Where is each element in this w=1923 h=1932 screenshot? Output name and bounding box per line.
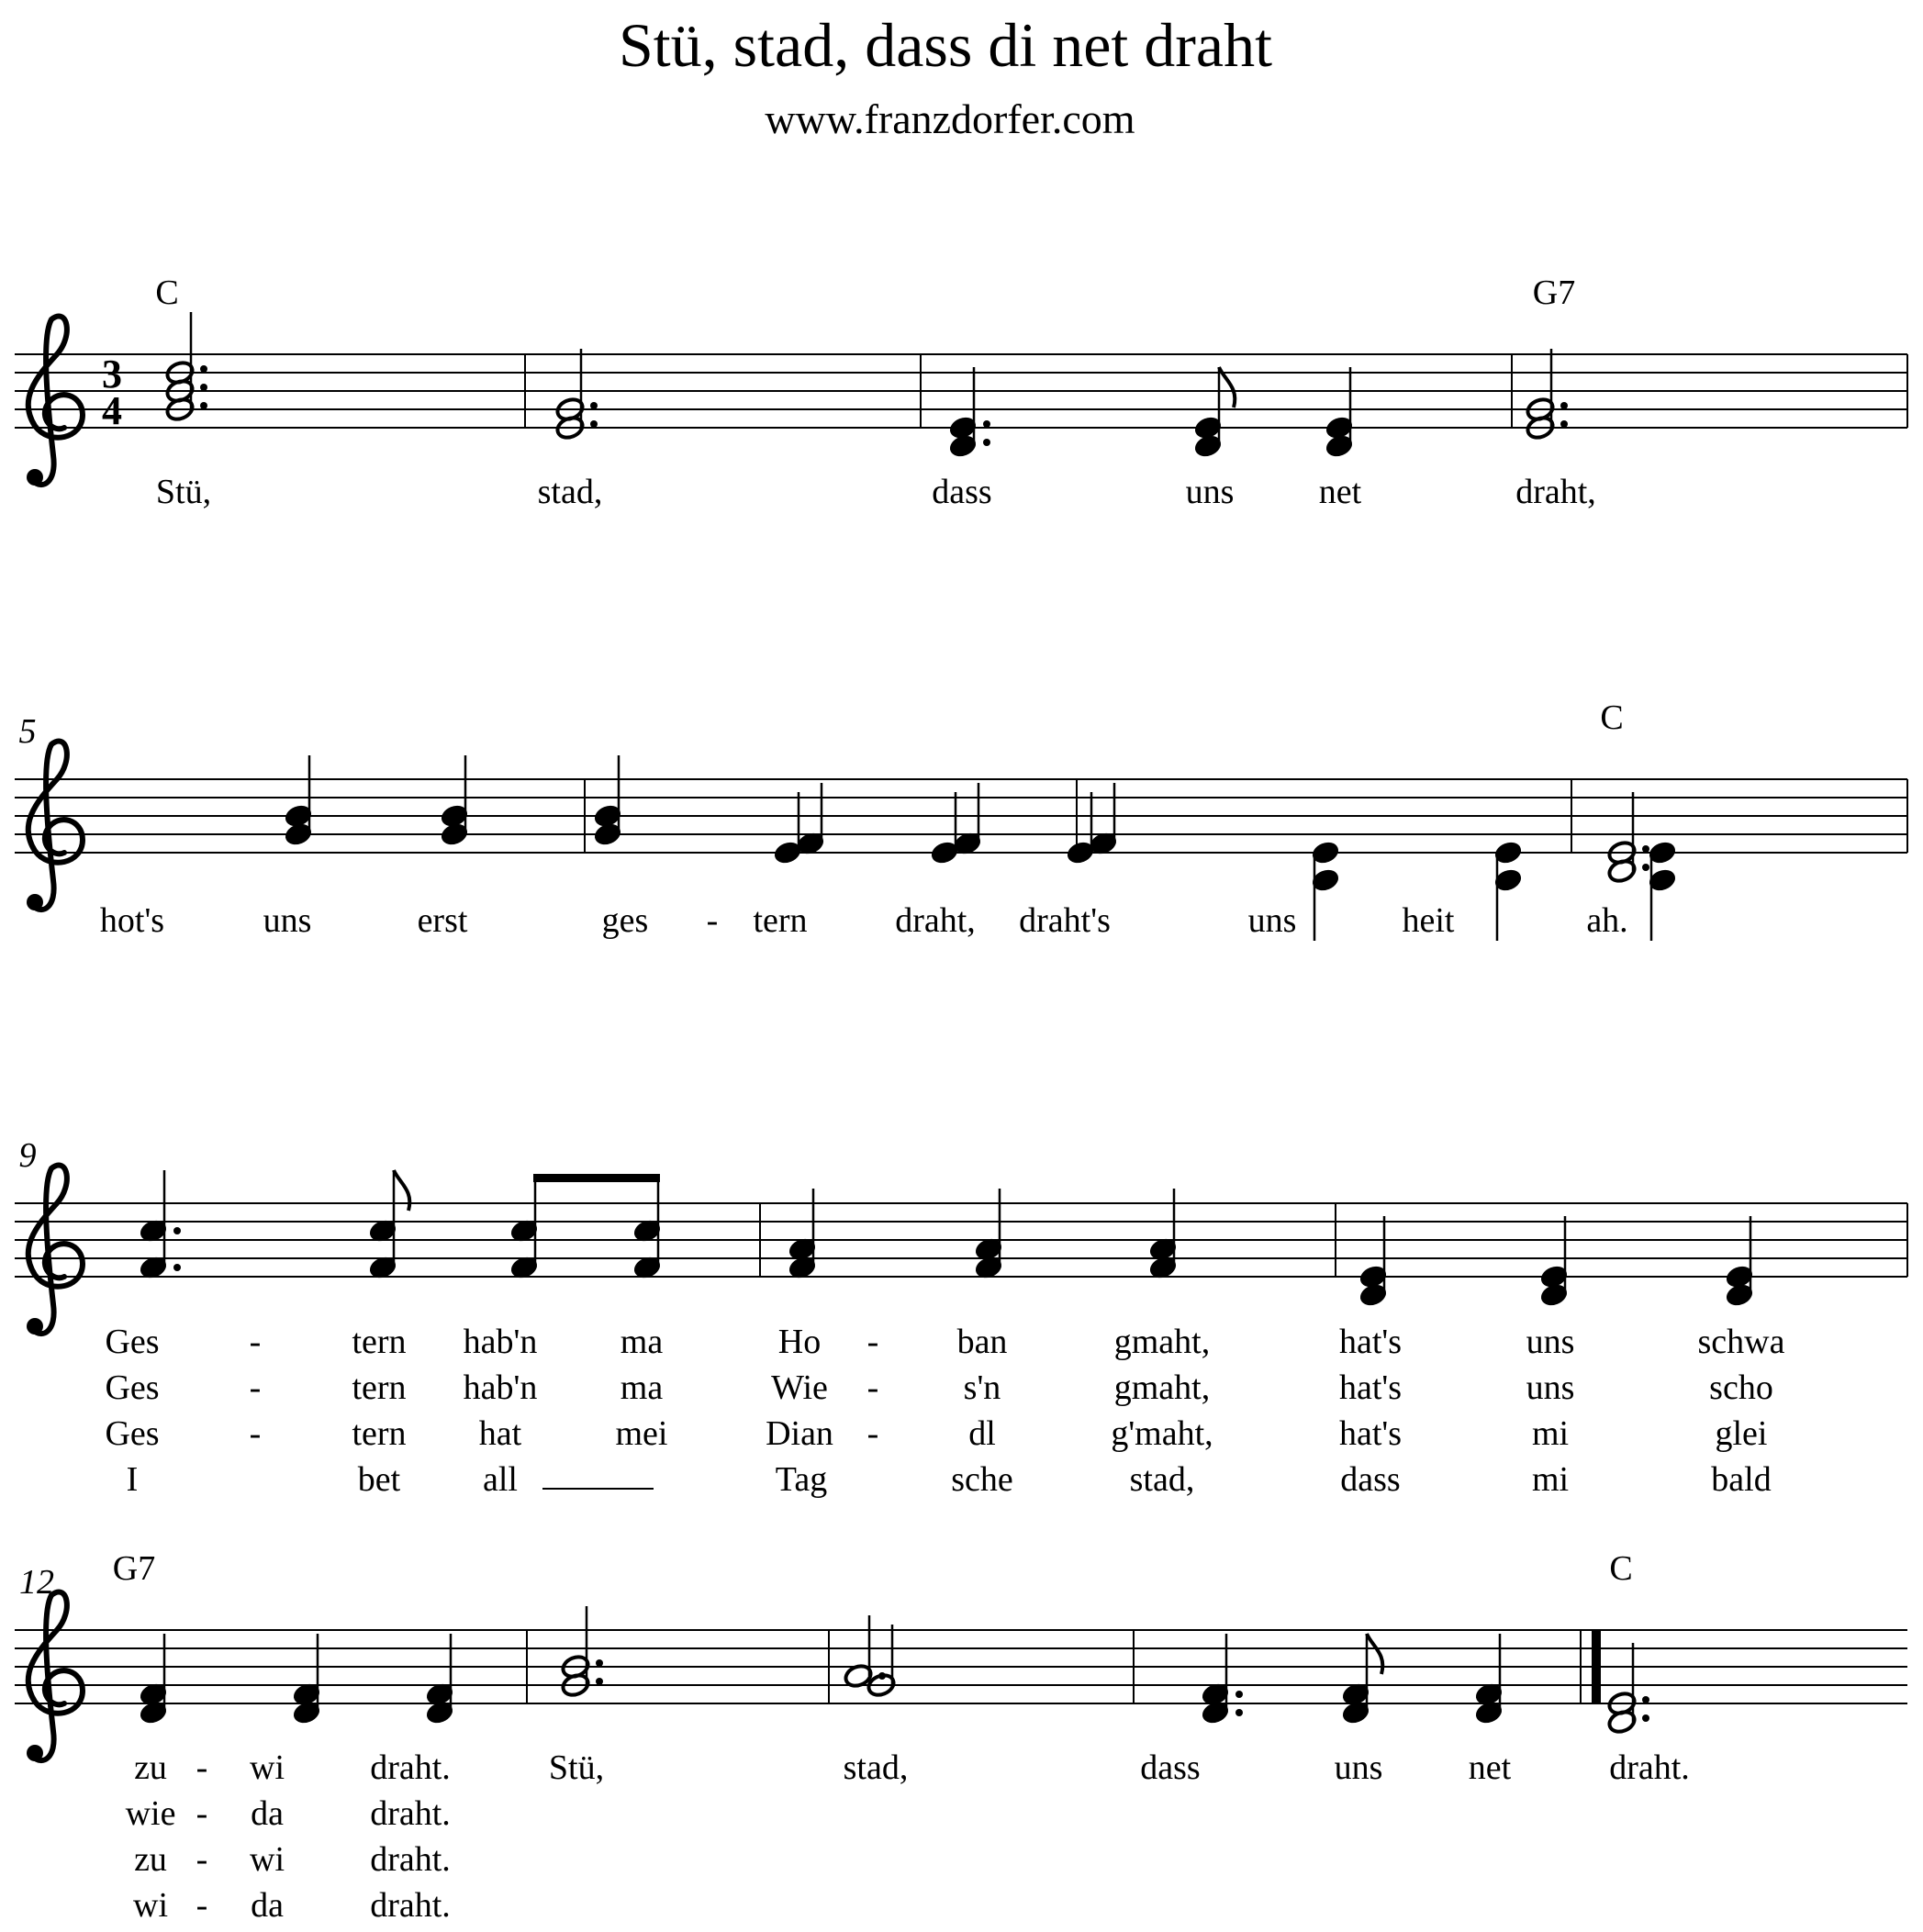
lyric-syllable: stad, — [843, 1748, 909, 1787]
lyric-syllable: zu — [134, 1748, 167, 1787]
time-signature-bottom: 4 — [102, 388, 122, 433]
lyric-syllable: scho — [1709, 1368, 1773, 1407]
lyric-syllable: ah. — [1586, 901, 1628, 940]
lyric-syllable: draht, — [895, 901, 976, 940]
lyric-syllable: stad, — [537, 473, 603, 511]
note-dot — [1642, 1696, 1649, 1703]
lyric-syllable: Wie — [771, 1368, 828, 1407]
lyric-syllable: net — [1318, 473, 1362, 511]
lyric-syllable: draht. — [1609, 1748, 1690, 1787]
lyric-syllable: erst — [417, 901, 468, 940]
note-dot — [200, 384, 207, 391]
lyric-syllable: bald — [1711, 1460, 1772, 1499]
lyric-syllable: zu — [134, 1840, 167, 1879]
treble-clef-icon — [27, 317, 83, 486]
lyric-syllable: wi — [250, 1748, 285, 1787]
lyric-syllable: Ho — [777, 1323, 822, 1361]
time-signature-top: 3 — [102, 352, 122, 396]
lyric-syllable: sche — [951, 1460, 1013, 1499]
note-dot — [596, 1678, 603, 1685]
measure-number: 12 — [19, 1563, 54, 1602]
lyric-syllable: hat's — [1338, 1414, 1403, 1453]
lyric-syllable: g'maht, — [1111, 1414, 1213, 1453]
staves — [15, 354, 1907, 1703]
lyric-syllable: hat's — [1338, 1368, 1403, 1407]
lyric-syllable: draht. — [370, 1748, 451, 1787]
note-dot — [590, 402, 598, 409]
treble-clef-icon — [27, 1166, 83, 1335]
lyric-syllable: heit — [1402, 901, 1455, 940]
lyric-syllable: Dian — [766, 1414, 833, 1453]
lyric-syllable: ma — [620, 1368, 664, 1407]
lyric-syllable: tern — [352, 1323, 407, 1361]
lyric-syllable: dass — [932, 473, 992, 511]
beam — [533, 1174, 660, 1182]
chord-symbol: C — [1609, 1549, 1633, 1588]
lyric-syllable: tern — [352, 1414, 407, 1453]
lyric-syllable: hab'n — [463, 1368, 538, 1407]
website-subtitle: www.franzdorfer.com — [765, 95, 1135, 142]
lyric-syllable: mi — [1531, 1460, 1570, 1499]
note-dot — [1560, 420, 1568, 428]
note-dot — [1642, 845, 1649, 853]
measure-number: 5 — [18, 712, 37, 751]
note-dot — [1560, 402, 1568, 409]
lyric-syllable: - — [866, 1323, 879, 1361]
note-dot — [1642, 1714, 1649, 1722]
note-dot — [173, 1227, 181, 1234]
lyric-syllable: all — [483, 1460, 518, 1499]
chord-symbol: G7 — [1532, 274, 1576, 312]
lyric-syllable: dl — [968, 1414, 996, 1453]
lyric-syllable: - — [196, 1794, 208, 1833]
lyric-syllable: wie — [125, 1794, 176, 1833]
lyric-syllable: hat — [478, 1414, 522, 1453]
lyric-syllable: stad, — [1129, 1460, 1195, 1499]
lyric-syllable: uns — [1334, 1748, 1383, 1787]
lyric-syllable: Ges — [105, 1414, 160, 1453]
lyric-syllable: da — [251, 1886, 284, 1925]
lyric-syllable: wi — [133, 1886, 168, 1925]
lyric-syllable: s'n — [963, 1368, 1001, 1407]
chord-symbol: C — [1600, 698, 1624, 737]
eighth-flag — [1367, 1634, 1382, 1674]
lyric-syllable: I — [126, 1460, 139, 1499]
eighth-flag — [394, 1170, 409, 1211]
lyric-syllable: draht. — [370, 1794, 451, 1833]
lyric-syllable: ban — [956, 1323, 1008, 1361]
lyric-syllable: uns — [263, 901, 312, 940]
lyric-syllable: gmaht, — [1113, 1368, 1211, 1407]
lyric-syllable: - — [866, 1368, 879, 1407]
note-dot — [1235, 1691, 1243, 1698]
lyric-syllable: - — [249, 1414, 262, 1453]
chord-symbol: G7 — [112, 1549, 156, 1588]
note-dot — [590, 420, 598, 428]
lyric-syllable: Stü, — [155, 473, 212, 511]
lyric-syllable: mei — [615, 1414, 668, 1453]
lyric-syllable: glei — [1715, 1414, 1768, 1453]
lyric-syllable: Ges — [105, 1368, 160, 1407]
music-glyphs — [27, 312, 1755, 1761]
treble-clef-icon — [27, 1592, 83, 1761]
lyric-syllable: Stü, — [548, 1748, 605, 1787]
measure-number: 9 — [18, 1136, 37, 1175]
lyric-syllable: - — [706, 901, 719, 940]
lyric-syllable: tern — [753, 901, 808, 940]
lyric-syllable: mi — [1531, 1414, 1570, 1453]
chords-and-lyrics — [19, 274, 1785, 1925]
lyric-syllable: Ges — [105, 1323, 160, 1361]
lyric-syllable: hot's — [99, 901, 165, 940]
lyric-syllable: - — [196, 1748, 208, 1787]
note-head — [947, 432, 990, 459]
lyric-syllable: - — [249, 1368, 262, 1407]
lyric-syllable: - — [196, 1840, 208, 1879]
note-dot — [200, 402, 207, 409]
lyric-syllable: wi — [250, 1840, 285, 1879]
note-dot — [200, 365, 207, 373]
lyric-syllable: gmaht, — [1113, 1323, 1211, 1361]
lyric-syllable: - — [196, 1886, 208, 1925]
chord-symbol: C — [155, 274, 179, 312]
note-dot — [596, 1659, 603, 1667]
note-dot — [1642, 864, 1649, 871]
lyric-syllable: ma — [620, 1323, 664, 1361]
note-dot — [983, 420, 990, 428]
lyric-syllable: uns — [1526, 1368, 1575, 1407]
lyric-syllable: ges — [601, 901, 649, 940]
song-title: Stü, stad, dass di net draht — [618, 10, 1273, 80]
lyric-syllable: da — [251, 1794, 284, 1833]
final-bar-line — [1592, 1630, 1601, 1703]
note-dot — [1235, 1709, 1243, 1716]
lyric-syllable: uns — [1185, 473, 1235, 511]
lyric-syllable: draht, — [1515, 473, 1596, 511]
lyric-syllable: net — [1468, 1748, 1512, 1787]
lyric-syllable: tern — [352, 1368, 407, 1407]
note-dot — [983, 439, 990, 446]
lyric-syllable: uns — [1526, 1323, 1575, 1361]
note-dot — [173, 1264, 181, 1271]
treble-clef-icon — [27, 742, 83, 910]
lyric-syllable: Tag — [775, 1460, 828, 1499]
lyric-syllable: bet — [357, 1460, 401, 1499]
lyric-syllable: uns — [1247, 901, 1297, 940]
lyric-syllable: dass — [1340, 1460, 1401, 1499]
lyric-syllable: - — [866, 1414, 879, 1453]
lyric-syllable: schwa — [1697, 1323, 1785, 1361]
lyric-syllable: hat's — [1338, 1323, 1403, 1361]
lyric-syllable: dass — [1140, 1748, 1201, 1787]
lyric-syllable: - — [249, 1323, 262, 1361]
lyric-syllable: draht's — [1019, 901, 1111, 940]
lyric-syllable: draht. — [370, 1840, 451, 1879]
lyric-syllable: hab'n — [463, 1323, 538, 1361]
lyric-syllable: draht. — [370, 1886, 451, 1925]
